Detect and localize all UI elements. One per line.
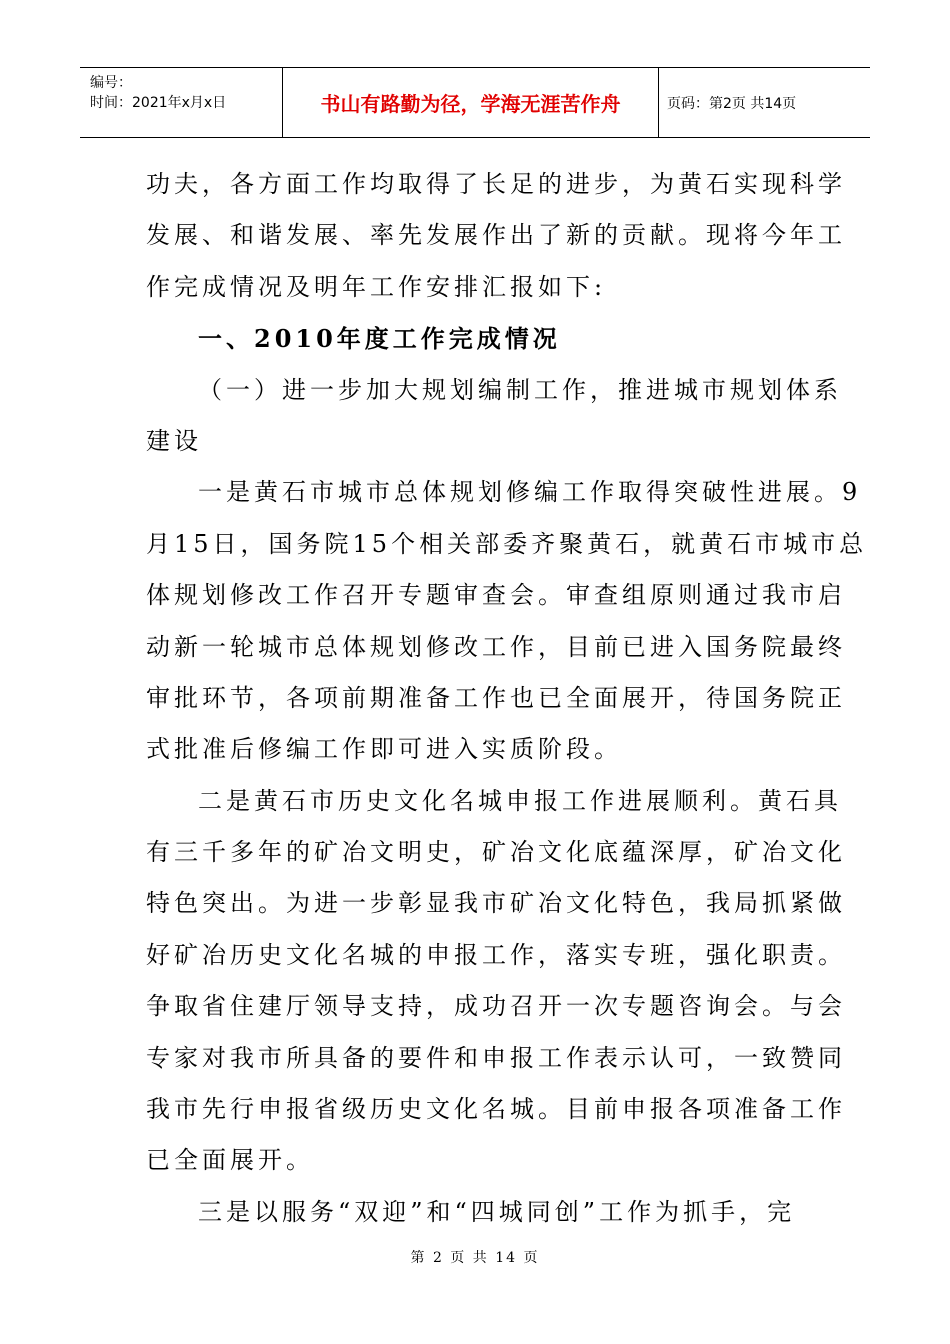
document-time-label: 时间：2021年x月x日: [90, 95, 227, 111]
body-line: 发展、和谐发展、率先发展作出了新的贡献。现将今年工: [146, 221, 846, 250]
body-line: 争取省住建厅领导支持，成功召开一次专题咨询会。与会: [146, 992, 846, 1021]
body-line: 动新一轮城市总体规划修改工作，目前已进入国务院最终: [146, 632, 846, 661]
paragraph-start: 一是黄石市城市总体规划修编工作取得突破性进展。9: [198, 478, 862, 507]
body-line: 作完成情况及明年工作安排汇报如下:: [146, 272, 607, 301]
document-number-label: 编号：: [90, 75, 132, 91]
page-header: [80, 67, 870, 138]
document-body: [146, 159, 868, 1238]
header-page-info: 页码：第2页 共14页: [667, 95, 797, 112]
body-line: 我市先行申报省级历史文化名城。目前申报各项准备工作: [146, 1095, 846, 1124]
body-line: 已全面展开。: [146, 1146, 314, 1175]
paragraph-start: 二是黄石市历史文化名城申报工作进展顺利。黄石具: [198, 786, 842, 815]
header-meta-cell: [80, 68, 283, 137]
body-line: 特色突出。为进一步彰显我市矿冶文化特色，我局抓紧做: [146, 889, 846, 918]
body-line: 专家对我市所具备的要件和申报工作表示认可，一致赞同: [146, 1043, 846, 1072]
body-line: 好矿冶历史文化名城的申报工作，落实专班，强化职责。: [146, 940, 846, 969]
body-line: 体规划修改工作召开专题审查会。审查组原则通过我市启: [146, 581, 846, 610]
subsection-heading: （一）进一步加大规划编制工作，推进城市规划体系: [198, 375, 842, 404]
page-footer: 第 2 页 共 14 页: [410, 1250, 540, 1266]
body-line: 月15日，国务院15个相关部委齐聚黄石，就黄石市城市总: [146, 529, 868, 558]
body-line: 式批准后修编工作即可进入实质阶段。: [146, 735, 622, 764]
paragraph-start: 三是以服务“双迎”和“四城同创”工作为抓手，完: [198, 1197, 796, 1226]
body-line: 功夫，各方面工作均取得了长足的进步，为黄石实现科学: [146, 170, 846, 198]
section-heading: 一、2010年度工作完成情况: [198, 324, 561, 354]
body-line: 建设: [146, 426, 202, 455]
body-line: 审批环节，各项前期准备工作也已全面展开，待国务院正: [146, 683, 846, 712]
body-line: 有三千多年的矿冶文明史，矿冶文化底蕴深厚，矿冶文化: [146, 838, 846, 867]
header-motto: 书山有路勤为径，学海无涯苦作舟: [283, 68, 659, 137]
